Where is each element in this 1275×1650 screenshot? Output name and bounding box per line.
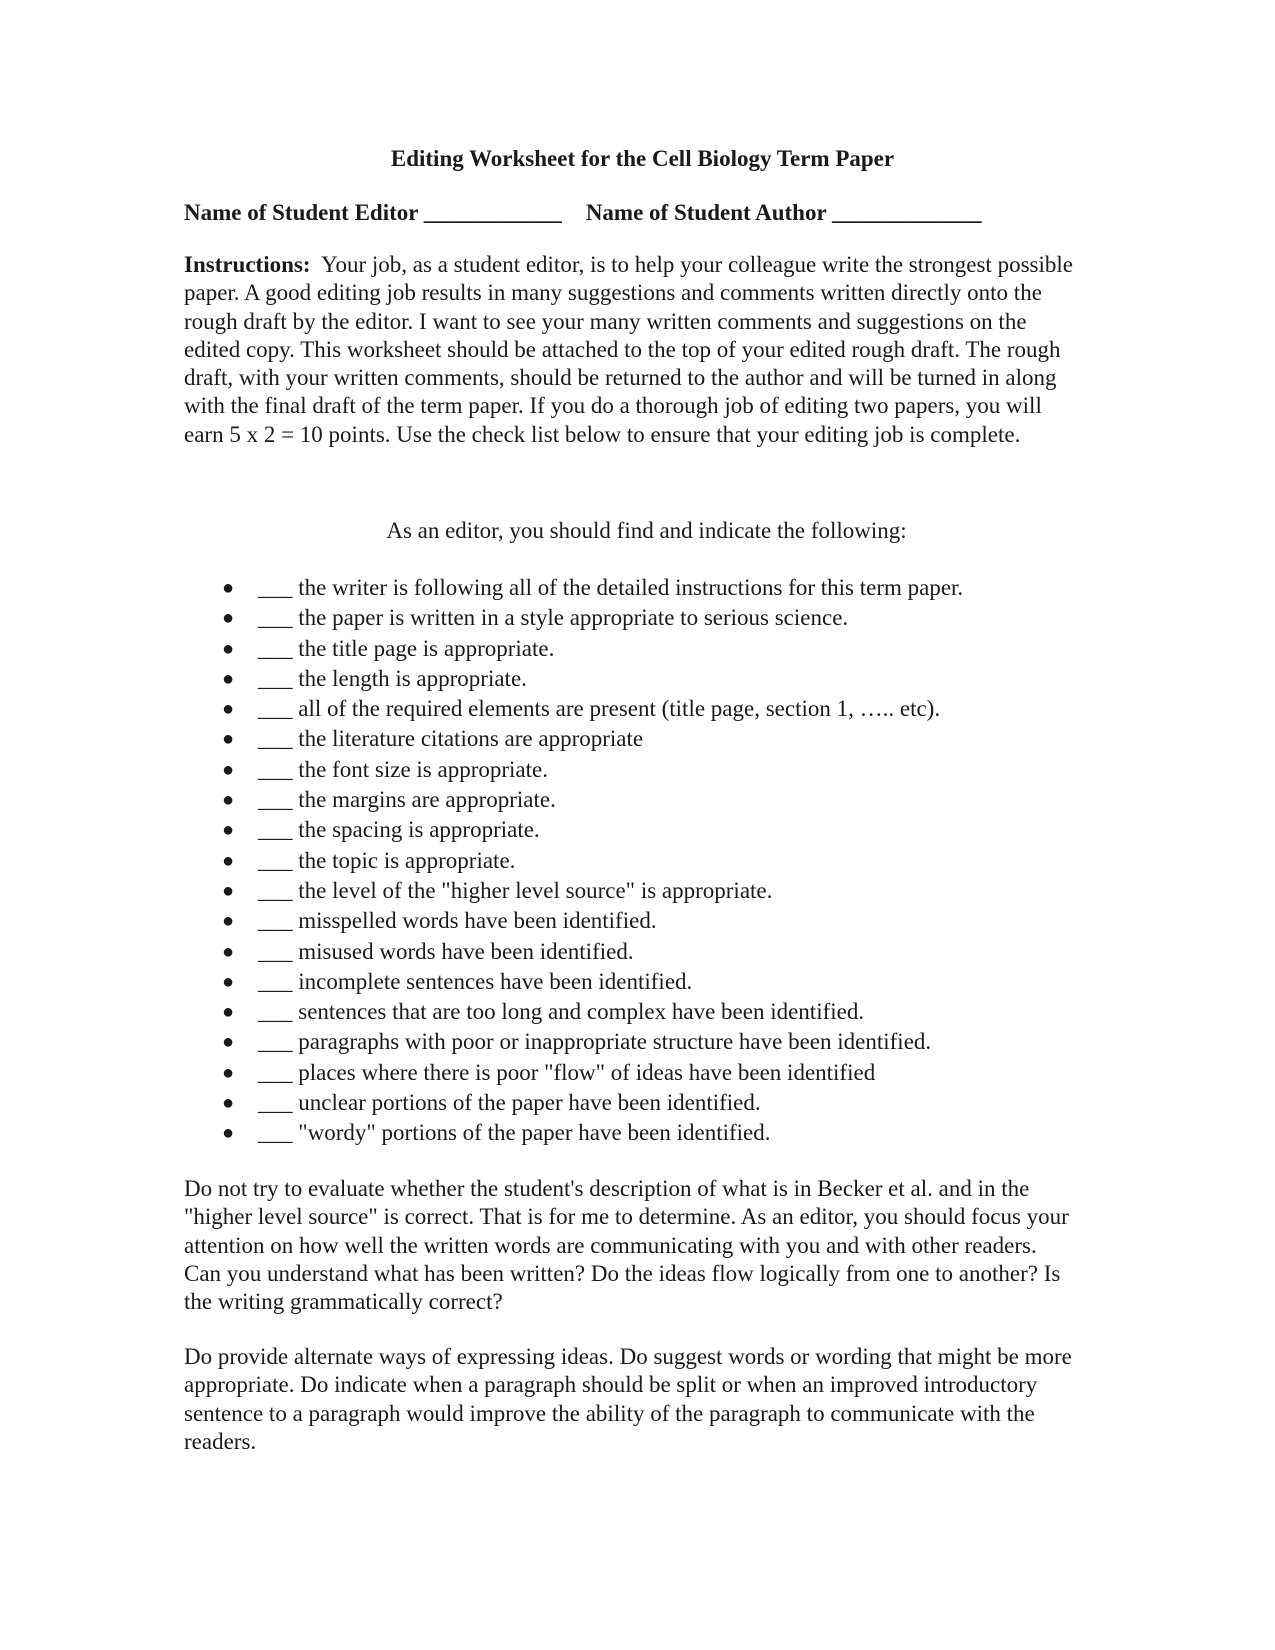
bullet-icon: ● <box>222 849 235 872</box>
bullet-icon: ● <box>222 577 235 599</box>
bullet-icon: ● <box>222 970 235 993</box>
bullet-icon: ● <box>222 789 235 812</box>
suggestions-paragraph: Do provide alternate ways of expressing ideas. Do suggest words or wording that might be more appropriate. Do indicate when a paragraph should be split or when an improved introductory sentence to a paragraph would improve the ability of the paragraph to communicate with the readers. <box>184 1344 1072 1454</box>
checklist-lead: As an editor, you should find and indicate the following: <box>386 518 907 543</box>
names-line <box>184 198 982 228</box>
bullet-icon: ● <box>222 637 235 660</box>
bullet-icon: ● <box>222 1031 235 1054</box>
page-title: Editing Worksheet for the Cell Biology Term Paper <box>390 146 895 171</box>
evaluation-paragraph: Do not try to evaluate whether the student's description of what is in Becker et al. and in the "higher level source" is correct. That is for me to determine. As an editor, you should focus your attention on how well the written words are communicating with you and with other readers. Can you understand what has been written? Do the ideas flow logically from one to another? Is the writing grammatically correct? <box>184 1176 1069 1315</box>
bullet-icon: ● <box>222 910 235 933</box>
bullet-icon: ● <box>222 607 235 630</box>
instructions-text: Your job, as a student editor, is to help your colleague write the strongest possible paper. A good editing job results in many suggestions and comments written directly onto the rough draft by the editor. I want to see your many written comments and suggestions on the edited copy. This worksheet should be attached to the top of your edited rough draft. The rough draft, with your written comments, should be returned to the author and will be turned in along with the final draft of the term paper. If you do a thorough job of editing two papers, you will earn 5 x 2 = 10 points. Use the check list below to ensure that your editing job is complete. <box>184 252 1073 447</box>
editor-name-field: Name of Student Editor ____________ <box>184 200 562 225</box>
bullet-icon: ● <box>222 667 235 690</box>
worksheet-page: Editing Worksheet for the Cell Biology Term Paper Name of Student Editor ____________ Name of Student Author _____________ Instructions: Your job, as a student editor, is to help your colleague write the strongest possible paper. A good editing job results in many suggestions and comments written directly onto the rough draft by the editor. I want to see your many written comments and suggestions on the edited copy. This worksheet should be attached to the top of your edited rough draft. The rough draft, with your written comments, should be returned to the author and will be turned in along with the final draft of the term paper. If you do a thorough job of editing two papers, you will earn 5 x 2 = 10 points. Use the check list below to ensure that your editing job is complete. As an editor, you should find and indicate the following: ● ___ the writer is following all of the detailed instructions for this term paper. ● ___ the paper is written in a style appropriate to serious science. ● ___ the title page is appropriate. ● ___ the length is appropriate. ● ___ all of the required elements are present (title page, section 1, ….. etc). ● ___ the literature citations are appropriate ● ___ the font size is appropriate. ● ___ the margins are appropriate. ● ___ the spacing is appropriate. ● ___ the topic is appropriate. ● ___ the level of the "higher level source" is appropriate. ● ___ misspelled words have been identified. ● ___ misused words have been identified. ● ___ incomplete sentences have been identified. ● ___ sentences that are too long and complex have been identified. ● ___ paragraphs with poor or inappropriate structure have been identified. ● ___ places where there is poor "flow" of ideas have been identified ● ___ unclear portions of the paper have been identified. ● ___ "wordy" portions of the paper have been identified. Do not try to evaluate whether the student's description of what is in Becker et al. and in the "higher level source" is correct. That is for me to determine. As an editor, you should focus your attention on how well the written words are communicating with you and with other readers. Can you understand what has been written? Do the ideas flow logically from one to another? Is the writing grammatically correct? Do provide alternate ways of expressing ideas. Do suggest words or wording that might be more appropriate. Do indicate when a paragraph should be split or when an improved introductory sentence to a paragraph would improve the ability of the paragraph to communicate with the readers. <box>0 0 1275 1650</box>
instructions-label: Instructions: <box>184 252 311 277</box>
instructions-paragraph <box>184 251 1074 449</box>
author-name-field: Name of Student Author _____________ <box>585 200 982 225</box>
bullet-icon: ● <box>222 758 235 781</box>
bullet-icon: ● <box>222 698 235 721</box>
bullet-icon: ● <box>222 728 235 751</box>
bullet-icon: ● <box>222 819 235 842</box>
bullet-icon: ● <box>222 940 235 963</box>
bullet-icon: ● <box>222 1092 235 1115</box>
bullet-icon: ● <box>222 879 235 902</box>
bullet-icon: ● <box>222 1061 235 1084</box>
bullet-icon: ● <box>222 1001 235 1024</box>
bullet-icon: ● <box>222 1122 235 1145</box>
